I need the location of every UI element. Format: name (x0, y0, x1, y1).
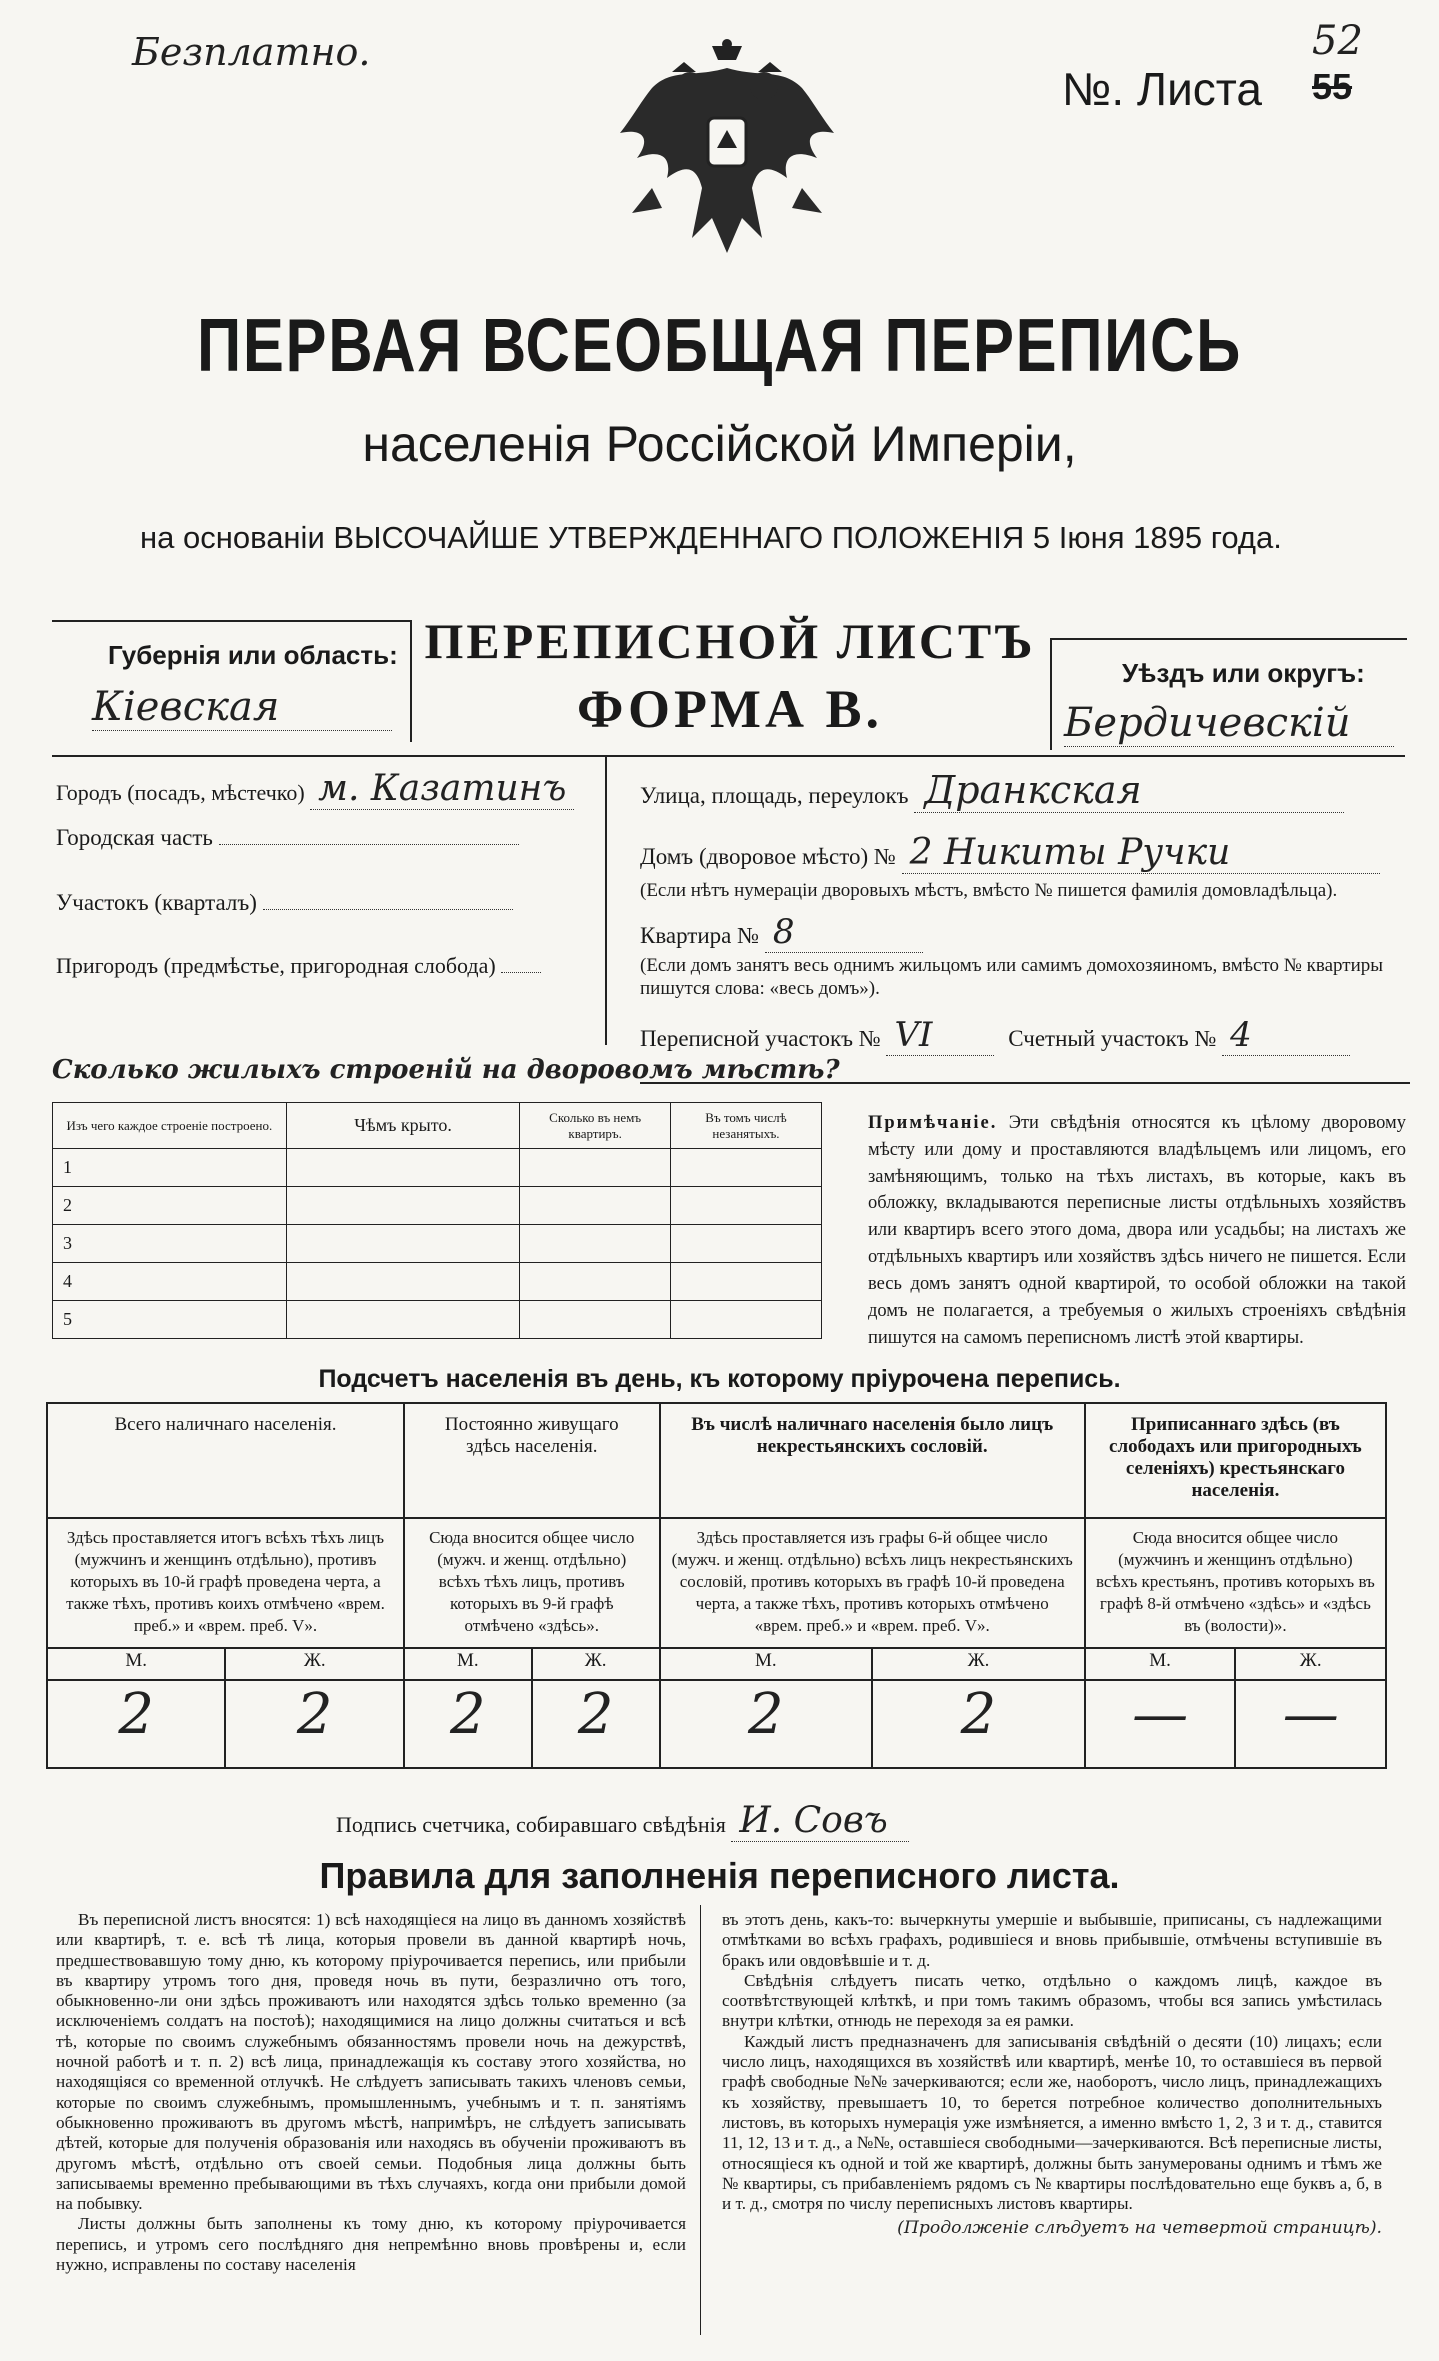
house-label: Домъ (дворовое мѣсто) № (640, 844, 896, 869)
free-of-charge-label: Безплатно. (132, 30, 371, 74)
legal-basis-line: на основаніи ВЫСОЧАЙШЕ УТВЕРЖДЕННАГО ПОЛОЖЕНІЯ 5 Іюня 1895 года. (140, 520, 1282, 555)
house-field (640, 832, 1380, 874)
suburb-field (56, 953, 601, 979)
female-label: Ж. (872, 1648, 1085, 1680)
male-label: М. (404, 1648, 532, 1680)
apartment-note: (Если домъ занятъ весь однимъ жильцомъ или самимъ домохозяиномъ, вмѣсто № квартиры пишутся слова: «весь домъ»). (640, 955, 1384, 999)
gubernia-box (52, 620, 412, 742)
divider (640, 1082, 1410, 1084)
apartment-field (640, 912, 923, 953)
rules-right-column (722, 1910, 1382, 2239)
peasant-male-count: — (1085, 1680, 1236, 1768)
table-row (53, 1187, 822, 1225)
district-label: Участокъ (кварталъ) (56, 890, 257, 915)
non-peasant-female-count: 2 (872, 1680, 1085, 1768)
male-label: М. (1085, 1648, 1236, 1680)
house-note: (Если нѣтъ нумераціи дворовыхъ мѣстъ, вмѣсто № пишется фамилія домовладѣльца). (640, 880, 1338, 901)
buildings-header-apartments: Сколько въ немъ квартиръ. (520, 1103, 671, 1149)
female-label: Ж. (532, 1648, 660, 1680)
peasant-female-count: — (1235, 1680, 1386, 1768)
female-label: Ж. (225, 1648, 403, 1680)
double-headed-eagle-emblem-icon (612, 38, 842, 268)
gubernia-value: Кіевская (92, 684, 392, 731)
signature-value: И. Совъ (731, 1800, 909, 1842)
col-desc-permanent: Сюда вносится общее число (мужч. и женщ. отдѣльно) всѣхъ тѣхъ лицъ, противъ которыхъ въ 9-й графѣ отмѣчено «здѣсь». (404, 1518, 660, 1648)
male-label: М. (47, 1648, 225, 1680)
sheet-number-handwritten: 52 (1312, 18, 1363, 64)
population-table (46, 1402, 1387, 1769)
buildings-header-material: Изъ чего каждое строеніе построено. (53, 1103, 287, 1149)
col-head-permanent: Постоянно живущаго здѣсь населенія. (404, 1403, 660, 1518)
counting-district-label: Счетный участокъ № (1008, 1026, 1217, 1051)
buildings-table (52, 1102, 822, 1339)
buildings-header-roof: Чѣмъ крыто. (286, 1103, 520, 1149)
rules-paragraph: Листы должны быть заполнены къ тому дню, къ которому пріурочивается перепись, и утромъ сего послѣдняго дня непремѣнно вновь провѣрены и, если нужно, исправлены по составу населенія (56, 2214, 686, 2275)
present-male-count: 2 (47, 1680, 225, 1768)
uezd-box (1050, 638, 1407, 750)
col-desc-present: Здѣсь проставляется итогъ всѣхъ тѣхъ лицъ (мужчинъ и женщинъ отдѣльно), противъ которыхъ въ 10-й графѣ проведена черта, а также тѣхъ, противъ коихъ отмѣчено «врем. преб.» и «врем. преб. V». (47, 1518, 404, 1648)
street-label: Улица, площадь, переулокъ (640, 783, 909, 808)
col-head-non-peasant: Въ числѣ наличнаго населенія было лицъ некрестьянскихъ сословій. (660, 1403, 1085, 1518)
table-row (53, 1225, 822, 1263)
male-label: М. (660, 1648, 873, 1680)
row-number: 5 (53, 1301, 287, 1339)
uezd-label: Уѣздъ или округъ: (1122, 658, 1365, 688)
divider (700, 1905, 701, 2335)
note-heading: Примѣчаніе. (868, 1113, 998, 1133)
non-peasant-male-count: 2 (660, 1680, 873, 1768)
city-part-field (56, 825, 601, 851)
city-part-label: Городская часть (56, 825, 213, 850)
buildings-question: Сколько жилыхъ строеній на дворовомъ мѣстѣ? (52, 1055, 840, 1085)
row-number: 1 (53, 1149, 287, 1187)
present-female-count: 2 (225, 1680, 403, 1768)
buildings-header-vacant: Въ томъ числѣ незанятыхъ. (670, 1103, 821, 1149)
rules-title: Правила для заполненія переписного листа. (319, 1855, 1120, 1896)
table-row (53, 1301, 822, 1339)
sheet-number-struck: 55 (1312, 66, 1353, 107)
district-field (56, 890, 601, 916)
city-field (56, 768, 601, 809)
form-type: ФОРМА В. (577, 679, 883, 739)
col-head-peasant: Приписаннаго здѣсь (въ слободахъ или пригородныхъ селеніяхъ) крестьянскаго населенія. (1085, 1403, 1386, 1518)
row-number: 3 (53, 1225, 287, 1263)
col-desc-non-peasant: Здѣсь проставляется изъ графы 6-й общее число (мужч. и женщ. отдѣльно) всѣхъ лицъ некрестьянскихъ сословій, противъ которыхъ въ графѣ 10-й проведена черта, а также тѣхъ, противъ которыхъ отмѣчено «врем. преб.» и «врем. преб. V». (660, 1518, 1085, 1648)
street-value: Дранкская (914, 768, 1344, 813)
row-number: 2 (53, 1187, 287, 1225)
uezd-value: Бердичевскій (1064, 700, 1394, 747)
signature-label: Подпись счетчика, собиравшаго свѣдѣнія (336, 1812, 726, 1837)
population-table-title: Подсчетъ населенія въ день, къ которому пріурочена перепись. (318, 1365, 1121, 1393)
sheet-number-label: №. Листа (1062, 63, 1262, 115)
continuation-note: (Продолженіе слѣдуетъ на четвертой страницѣ). (897, 2218, 1382, 2239)
signature-field (336, 1800, 909, 1842)
gubernia-label: Губернія или область: (108, 640, 398, 670)
row-number: 4 (53, 1263, 287, 1301)
census-district-value: VI (886, 1015, 994, 1056)
census-district-label: Переписной участокъ № (640, 1026, 881, 1051)
permanent-male-count: 2 (404, 1680, 532, 1768)
house-value: 2 Никиты Ручки (902, 832, 1380, 874)
rules-paragraph: въ этотъ день, какъ-то: вычеркнуты умершіе и выбывшіе, приписаны, съ надлежащими отмѣтками во всѣхъ графахъ, родившіеся и вновь прибывшіе, отмѣчены вступившіе въ бракъ или овдовѣвшіе и т. д. (722, 1910, 1382, 1970)
col-desc-peasant: Сюда вносится общее число (мужчинъ и женщинъ отдѣльно) всѣхъ крестьянъ, противъ которыхъ въ графѣ 8-й отмѣчено «здѣсь» и «здѣсь въ (волости)». (1085, 1518, 1386, 1648)
divider (605, 755, 607, 1045)
permanent-female-count: 2 (532, 1680, 660, 1768)
note-text: Эти свѣдѣнія относятся къ цѣлому дворовому мѣсту или дому и проставляются владѣльцемъ или лицомъ, его замѣняющимъ, только на тѣхъ листахъ, въ которые, какъ въ обложку, вкладываются переписные листы отдѣльныхъ хозяйствъ или квартиръ всего этого дома, двора или усадьбы; на листахъ же отдѣльныхъ квартиръ или хозяйствъ здѣсь ничего не пишется. Если весь домъ занятъ одной квартирой, то особой обложки на такой домъ не полагается, а требуемыя о жилыхъ строеніяхъ свѣдѣнія пишутся на самомъ переписномъ листѣ этой квартиры. (868, 1113, 1406, 1348)
apartment-label: Квартира № (640, 923, 760, 948)
page-subtitle: населенія Россійской Имперіи, (362, 416, 1077, 472)
note-block (868, 1110, 1406, 1351)
apartment-value: 8 (765, 912, 923, 953)
city-value: м. Казатинъ (310, 768, 574, 810)
districts-field (640, 1015, 1350, 1056)
suburb-label: Пригородъ (предмѣстье, пригородная слобода) (56, 953, 496, 978)
female-label: Ж. (1235, 1648, 1386, 1680)
city-label: Городъ (посадъ, мѣстечко) (56, 780, 305, 805)
table-row (53, 1149, 822, 1187)
table-row (53, 1263, 822, 1301)
page-title: ПЕРВАЯ ВСЕОБЩАЯ ПЕРЕПИСЬ (197, 303, 1242, 387)
rules-left-column (56, 1910, 686, 2275)
form-title: ПЕРЕПИСНОЙ ЛИСТЪ (424, 613, 1036, 669)
divider (52, 755, 1405, 757)
rules-paragraph: Въ переписной листъ вносятся: 1) всѣ находящіеся на лицо въ данномъ хозяйствѣ или квартирѣ, т. е. всѣ тѣ лица, которыя провели въ данной квартирѣ ночь, предшествовавшую тому дню, къ которому пріурочивается перепись, или прибыли въ квартиру утромъ того дня, проведя ночь въ пути, безразлично отъ того, обыкновенно-ли они здѣсь проживаютъ или находятся здѣсь только временно (за исключеніемъ солдатъ на постоѣ); находящимися на лицо должны считаться и всѣ тѣ, которые по своимъ служебнымъ обязанностямъ провели ночь на дежурствѣ, ночной работѣ и т. п. 2) всѣ лица, принадлежащія къ составу этого хозяйства, но находящіяся со временной отлучкѣ. Не слѣдуетъ записывать такихъ членовъ семьи, которые по своимъ служебнымъ, промышленнымъ, учебнымъ и т. п. занятіямъ обыкновенно проживаютъ въ другомъ мѣстѣ, напримѣръ, не слѣдуетъ записывать дѣтей, которые для полученія образованія или находясь въ обученіи проживаютъ въ другомъ мѣстѣ, отдѣльно отъ своей семьи. Подобныя лица должны быть записываемы временно пребывающими въ тѣхъ случаяхъ, когда они прибыли домой на побывку. (56, 1910, 686, 2214)
street-field (640, 768, 1344, 813)
rules-paragraph: Каждый листъ предназначенъ для записыванія свѣдѣній о десяти (10) лицахъ; если число лицъ, находящихся въ хозяйствѣ или квартирѣ, менѣе 10, то оставшіеся въ первой графѣ свободные №№ зачеркиваются; если же, наоборотъ, число лицъ, принадлежащихъ къ хозяйству, превышаетъ 10, то берется потребное количество дополнительныхъ листовъ, въ которыхъ нумерація уже измѣняется, а именно вмѣсто 1, 2, 3 и т. д., ставится 11, 12, 13 и т. д., а №№, оставшіеся свободными—зачеркиваются. Всѣ переписные листы, относящіеся къ одной и той же квартирѣ, должны быть занумерованы однимъ и тѣмъ же № квартиры, съ прибавленіемъ рядомъ съ № квартиры послѣдовательно еще буквъ а, б, в и т. д., смотря по числу переписныхъ листовъ квартиры. (722, 2031, 1382, 2214)
col-head-present: Всего наличнаго населенія. (47, 1403, 404, 1518)
counting-district-value: 4 (1222, 1015, 1350, 1056)
rules-paragraph: Свѣдѣнія слѣдуетъ писать четко, отдѣльно о каждомъ лицѣ, каждое въ соотвѣтствующей клѣткѣ, и при томъ такимъ образомъ, чтобы вся запись умѣстилась внутри клѣтки, отнюдь не переходя за ея рамки. (722, 1970, 1382, 2031)
